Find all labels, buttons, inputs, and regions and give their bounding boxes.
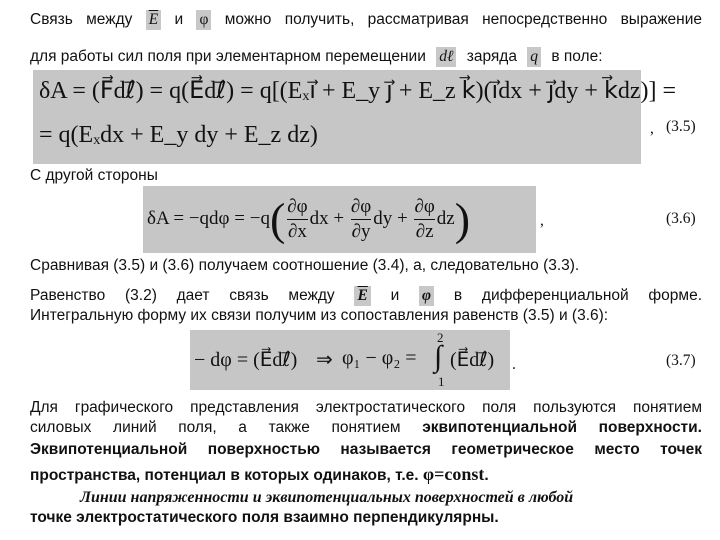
text-segment: Связь между [30, 11, 133, 28]
equation-3-5-number: (3.5) [666, 118, 696, 135]
intro-line-1 [30, 10, 702, 30]
equation-3-6-number: (3.6) [666, 210, 696, 227]
term-equipotential-surface: эквипотенциальной поверхности. [422, 419, 702, 436]
perpendicular-line-1: Линии напряженности и эквипотенциальных поверхностей в любой [80, 489, 574, 506]
vector-e-symbol: $\overline{E}$ [354, 286, 370, 306]
vector-e-symbol: $\overline{E}$ [146, 10, 161, 30]
right-paren: ) [454, 193, 471, 245]
text-segment: для работы сил поля при элементарном перемещении [30, 48, 426, 65]
relation-line-2: Интегральную форму их связи получим из сопоставления равенств (3.5) и (3.6): [30, 307, 609, 324]
equation-3-6-block [143, 186, 536, 253]
text-segment: заряда [466, 48, 517, 65]
fraction-numerator: ∂φ [414, 195, 434, 220]
text-segment: . [484, 467, 489, 484]
integral-upper-limit: 2 [437, 330, 444, 345]
integral-sign: ∫ [434, 340, 443, 373]
fraction-dphi-dx [287, 195, 307, 244]
text-segment: в дифференциальной форме. [453, 287, 703, 304]
phi-symbol: φ [419, 286, 434, 306]
text-segment: и [174, 11, 184, 28]
equation-3-7-block [190, 330, 510, 390]
term-dy: dy + [373, 208, 408, 229]
equation-3-5-line-1: δA = (F⃗dℓ⃗) = q(E⃗dℓ⃗) = q[(Eₓi⃗ + E_y j⃗ + E_z k⃗)(i⃗dx + j⃗dy + k⃗dz)] = [39, 78, 677, 104]
equation-3-5-comma: , [650, 120, 654, 137]
fraction-dphi-dz [414, 195, 434, 244]
dl-symbol: dℓ [436, 47, 456, 67]
fraction-numerator: ∂φ [351, 195, 371, 220]
equation-3-7-number: (3.7) [666, 352, 696, 369]
equation-3-6-content [147, 188, 470, 251]
implies-arrow: ⇒ [316, 349, 333, 371]
phi-const-expression: φ=const [422, 464, 485, 484]
left-paren: ( [269, 193, 286, 245]
text-segment: силовых линий поля, а также понятием [30, 419, 401, 436]
text-segment: пространства, потенциал в которых одинаков, т.е. [30, 467, 419, 484]
equation-3-5-block [33, 70, 677, 164]
term-dz: dz [436, 208, 455, 229]
q-symbol: q [527, 47, 541, 67]
text-segment: и [390, 287, 400, 304]
text-segment: в поле: [551, 48, 603, 65]
equation-3-5-line-2: = q(Eₓdx + E_y dy + E_z dz) [39, 122, 318, 148]
equation-3-6-lhs: δA = −qdφ = −q [147, 208, 270, 229]
relation-line-1 [30, 286, 702, 306]
definition-line-2 [30, 464, 489, 486]
equation-3-7-dot: . [512, 356, 516, 373]
fraction-denominator: ∂y [351, 221, 371, 243]
fraction-numerator: ∂φ [287, 195, 307, 220]
perpendicular-line-2: точке электростатического поля взаимно перпендикулярны. [30, 509, 499, 526]
other-side-line: С другой стороны [30, 167, 158, 184]
comparison-line: Сравнивая (3.5) и (3.6) получаем соотношение (3.4), а, следовательно (3.3). [30, 257, 580, 274]
phi-symbol: φ [196, 10, 211, 30]
fraction-denominator: ∂x [288, 221, 307, 243]
equation-3-7-mid: φ₁ − φ₂ = [342, 347, 417, 369]
text-segment: можно получить, рассматривая непосредственно выражение [224, 11, 703, 28]
equation-3-6-comma: , [540, 212, 544, 229]
fraction-dphi-dy [351, 195, 371, 244]
graphics-line-1: Для графического представления электростатического поля пользуются понятием [30, 399, 702, 416]
equation-3-7-integrand: (E⃗dℓ⃗) [450, 349, 495, 371]
graphics-line-2 [30, 418, 702, 438]
equation-3-7-lhs: − dφ = (E⃗dℓ⃗) [194, 349, 298, 371]
term-dx: dx + [309, 208, 345, 229]
integral-lower-limit: 1 [438, 374, 445, 389]
text-segment: Равенство (3.2) дает связь между [30, 287, 335, 304]
fraction-denominator: ∂z [415, 221, 434, 243]
intro-line-2 [30, 47, 603, 67]
definition-line-1: Эквипотенциальной поверхностью называется геометрическое место точек [30, 441, 702, 458]
